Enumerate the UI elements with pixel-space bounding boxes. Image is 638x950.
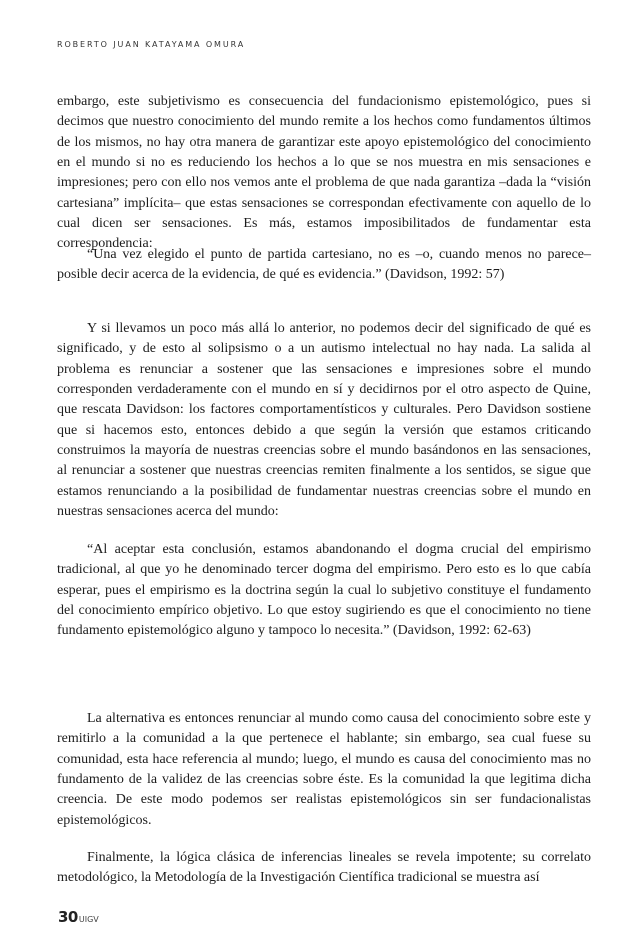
block-quote [57, 540, 591, 642]
body-text [57, 709, 591, 831]
body-text [57, 92, 591, 255]
paragraph: embargo, este subjetivismo es consecuencia del fundacionismo epistemológico, pues si decimos que nuestro conocimiento del mundo remite a los hechos como fundamentos últimos de los mismos, no hay otra manera de garantizar este apoyo epistemológico del conocimiento en el mundo si no es reduciendo los hechos a lo que se nos muestra en mis sensaciones e impresiones; pero con ello nos vemos ante el problema de que nada garantiza –dada la “visión cartesiana” implícita– que estas sensaciones se correspondan efectivamente con aquello de lo cual dicen ser sensaciones. Es más, estamos imposibilitados de fundamentar esta correspondencia: [57, 94, 591, 252]
quote-paragraph: “Al aceptar esta conclusión, estamos abandonando el dogma crucial del empirismo tradicional, al que yo he denominado tercer dogma del empirismo. Pero esto es lo que cabía esperar, pues el empirismo es la doctrina según la cual lo subjetivo constituye el fundamento del conocimiento empírico objetivo. Lo que estoy sugiriendo es que el conocimiento no tiene fundamento epistemológico alguno y tampoco lo necesita.” (Davidson, 1992: 62-63) [57, 542, 591, 639]
paragraph: Y si llevamos un poco más allá lo anterior, no podemos decir del significado de qué es significado, y de esto al solipsismo o a un autismo intelectual no hay nada. La salida al problema es renunciar a sostener que las sensaciones e impresiones sobre el mundo corresponden verdaderamente con el mundo en sí y decidirnos por el otro aspecto de Quine, que rescata Davidson: los factores comportamentísticos y culturales. Pero Davidson sostiene que si hacemos esto, entonces debido a que según la versión que estamos criticando construimos la mayoría de nuestras creencias sobre el mundo basándonos en las sensaciones, al renunciar a sostener que nuestras creencias remiten finalmente a los sentidos, se sigue que estamos renunciando a la posibilidad de fundamentar nuestras creencias sobre el mundo en nuestras sensaciones acerca del mundo: [57, 321, 591, 520]
paragraph: Finalmente, la lógica clásica de inferencias lineales se revela impotente; su correlato metodológico, la Metodología de la Investigación Científica tradicional se muestra así [57, 850, 591, 886]
paragraph: La alternativa es entonces renunciar al mundo como causa del conocimiento sobre este y remitirlo a la comunidad a la que pertenece el hablante; sin embargo, sea cual fuese su comunidad, esta hace referencia al mundo; luego, el mundo es causa del conocimiento mas no fundamento de la validez de las creencias sobre éste. Es la comunidad la que legitima dicha creencia. De este modo podemos ser realistas epistemológicos sin ser fundacionalistas epistemológicos. [57, 711, 591, 828]
page-number: 30 [58, 908, 78, 926]
body-text [57, 848, 591, 889]
running-head: ROBERTO JUAN KATAYAMA OMURA [57, 40, 246, 49]
block-quote [57, 245, 591, 286]
page-footer [58, 908, 99, 927]
quote-paragraph: “Una vez elegido el punto de partida cartesiano, no es –o, cuando menos no parece– posible decir acerca de la evidencia, de qué es evidencia.” (Davidson, 1992: 57) [57, 247, 591, 283]
body-text [57, 319, 591, 522]
publisher-label: UIGV [78, 915, 99, 924]
